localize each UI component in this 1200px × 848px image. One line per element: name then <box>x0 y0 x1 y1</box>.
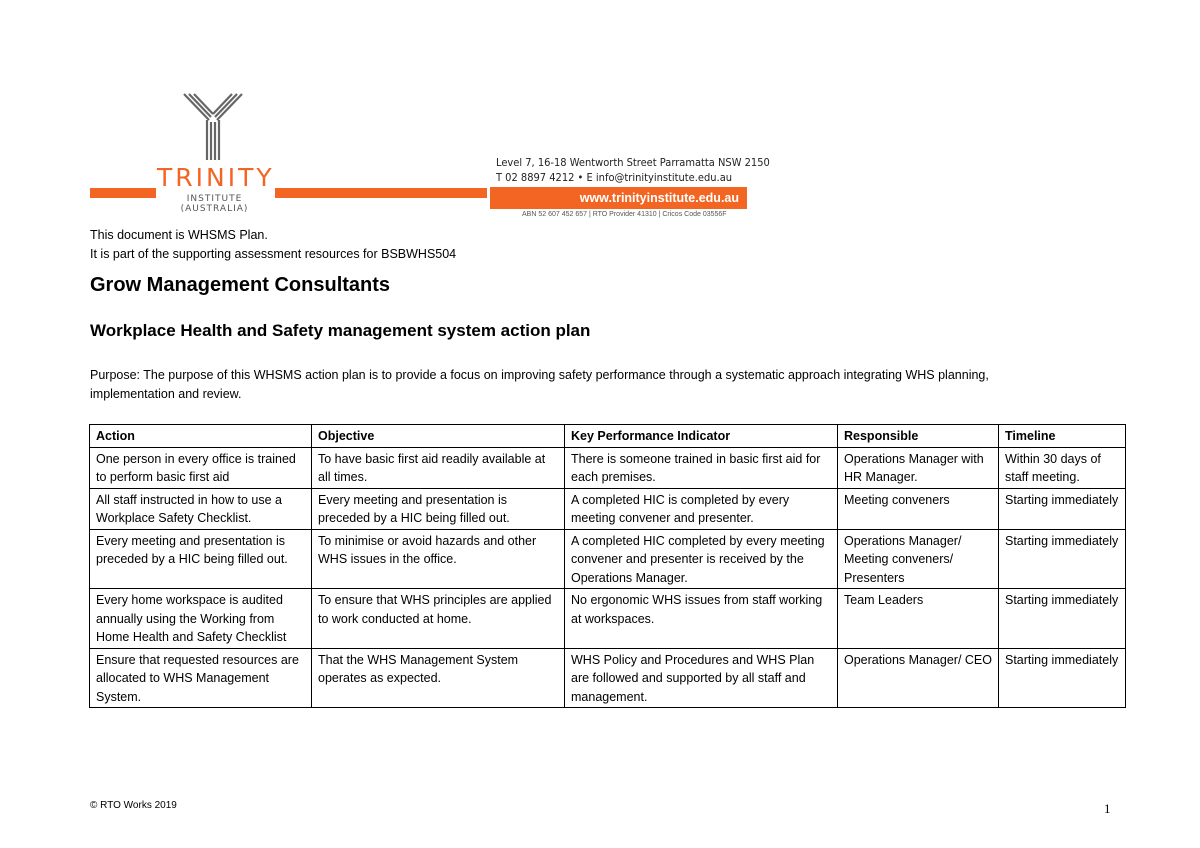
table-row <box>90 488 1126 529</box>
objective-cell: To minimise or avoid hazards and other WHS issues in the office. <box>312 529 565 589</box>
column-header-action: Action <box>90 425 312 448</box>
timeline-cell: Starting immediately <box>999 529 1126 589</box>
objective-cell: That the WHS Management System operates as expected. <box>312 648 565 708</box>
logo-wordmark: TRINITY <box>157 163 275 192</box>
intro-line-1: This document is WHSMS Plan. <box>90 228 268 242</box>
timeline-cell: Starting immediately <box>999 589 1126 649</box>
action-cell: Every home workspace is audited annually using the Working from Home Health and Safety Checklist <box>90 589 312 649</box>
contact-line: T 02 8897 4212 • E info@trinityinstitute.edu.au <box>496 171 733 184</box>
table-row <box>90 447 1126 488</box>
column-header-kpi: Key Performance Indicator <box>565 425 838 448</box>
action-cell: Ensure that requested resources are allocated to WHS Management System. <box>90 648 312 708</box>
action-plan-table <box>89 424 1126 708</box>
table-header-row <box>90 425 1126 448</box>
action-cell: Every meeting and presentation is preceded by a HIC being filled out. <box>90 529 312 589</box>
kpi-cell: WHS Policy and Procedures and WHS Plan are followed and supported by all staff and management. <box>565 648 838 708</box>
responsible-cell: Meeting conveners <box>838 488 999 529</box>
footer-copyright: © RTO Works 2019 <box>90 800 177 811</box>
timeline-cell: Starting immediately <box>999 648 1126 708</box>
timeline-cell: Within 30 days of staff meeting. <box>999 447 1126 488</box>
brand-bar-middle <box>275 188 487 198</box>
column-header-responsible: Responsible <box>838 425 999 448</box>
kpi-cell: A completed HIC is completed by every meeting convener and presenter. <box>565 488 838 529</box>
purpose-paragraph: Purpose: The purpose of this WHSMS action plan is to provide a focus on improving safety performance through a systematic approach integrating WHS planning, implementation and review. <box>90 368 989 401</box>
action-cell: All staff instructed in how to use a Workplace Safety Checklist. <box>90 488 312 529</box>
kpi-cell: There is someone trained in basic first aid for each premises. <box>565 447 838 488</box>
table-row <box>90 589 1126 649</box>
header-banner <box>90 60 770 220</box>
address-line: Level 7, 16-18 Wentworth Street Parramatta NSW 2150 <box>496 156 770 169</box>
responsible-cell: Team Leaders <box>838 589 999 649</box>
intro-line-2: It is part of the supporting assessment resources for BSBWHS504 <box>90 247 457 261</box>
objective-cell: To have basic first aid readily available at all times. <box>312 447 565 488</box>
responsible-cell: Operations Manager/ CEO <box>838 648 999 708</box>
action-cell: One person in every office is trained to perform basic first aid <box>90 447 312 488</box>
abn-line: ABN 52 607 452 657 | RTO Provider 41310 | Cricos Code 03556F <box>522 211 727 218</box>
logo-subtitle: INSTITUTE (AUSTRALIA) <box>180 194 249 214</box>
column-header-timeline: Timeline <box>999 425 1126 448</box>
responsible-cell: Operations Manager/ Meeting conveners/ Presenters <box>838 529 999 589</box>
trinity-logo-icon <box>182 92 244 162</box>
responsible-cell: Operations Manager with HR Manager. <box>838 447 999 488</box>
column-header-objective: Objective <box>312 425 565 448</box>
objective-cell: To ensure that WHS principles are applied to work conducted at home. <box>312 589 565 649</box>
website-link[interactable]: www.trinityinstitute.edu.au <box>490 187 747 209</box>
table-row <box>90 648 1126 708</box>
brand-bar-left <box>90 188 156 198</box>
page-number: 1 <box>1104 801 1111 816</box>
kpi-cell: No ergonomic WHS issues from staff working at workspaces. <box>565 589 838 649</box>
document-title: Grow Management Consultants <box>90 274 391 296</box>
kpi-cell: A completed HIC completed by every meeting convener and presenter is received by the Operations Manager. <box>565 529 838 589</box>
objective-cell: Every meeting and presentation is preceded by a HIC being filled out. <box>312 488 565 529</box>
document-subtitle: Workplace Health and Safety management system action plan <box>90 321 591 340</box>
timeline-cell: Starting immediately <box>999 488 1126 529</box>
table-row <box>90 529 1126 589</box>
